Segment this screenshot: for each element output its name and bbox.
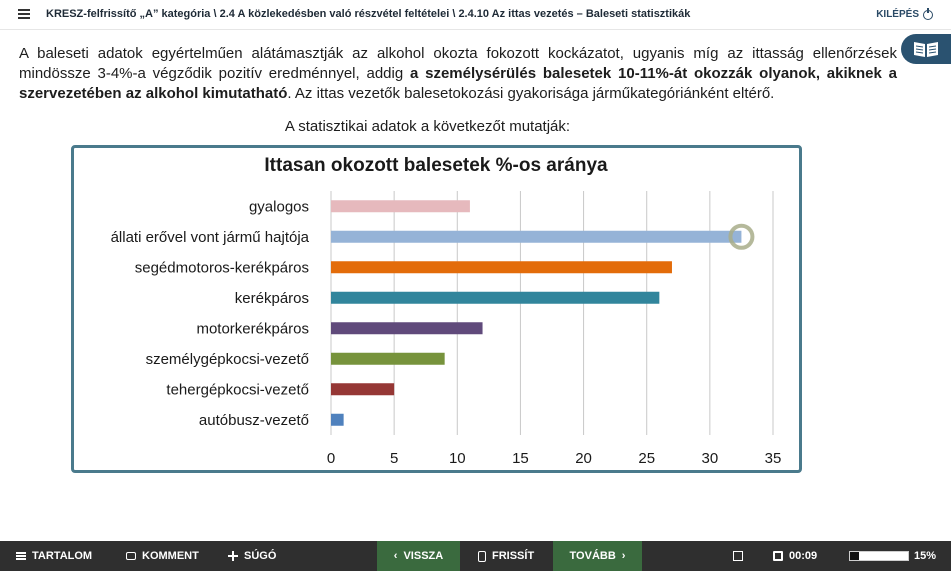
timer: [773, 541, 817, 571]
x-tick-label: 20: [575, 450, 592, 467]
help-button[interactable]: [228, 541, 276, 571]
bar: [331, 292, 659, 304]
comment-icon: [126, 552, 136, 560]
next-label: TOVÁBB: [569, 550, 616, 562]
intro-text-1: A baleseti adatok egyértelműen alátámasztják az alkohol okozta fokozott kockázatot, ugyanis míg az ittasság ellenőrzések mindössze 3-4%-a végződik pozitív eredménnyel, addig: [19, 45, 897, 82]
exit-button[interactable]: [876, 9, 933, 20]
refresh-label: FRISSÍT: [492, 550, 535, 562]
bar: [331, 353, 445, 365]
alert-icon: [733, 551, 743, 561]
category-label: állati erővel vont jármű hajtója: [110, 228, 309, 246]
back-label: VISSZA: [403, 550, 444, 562]
x-tick-label: 25: [638, 450, 656, 467]
bar: [331, 261, 672, 273]
menu-icon[interactable]: [18, 9, 30, 20]
comment-button[interactable]: [126, 541, 199, 571]
intro-text-bold: a személysérülés balesetek 10-11%-át okozzák olyanok, akiknek a szervezetében az alkohol kimutatható: [19, 65, 897, 102]
intro-text-2: . Az ittas vezetők balesetokozási gyakorisága járműkategóriánként eltérő.: [287, 85, 775, 102]
chart-container: [71, 145, 802, 473]
progress-text: 15%: [914, 550, 937, 562]
refresh-button[interactable]: [478, 541, 534, 571]
book-icon: [912, 39, 940, 59]
bar-chart: [74, 148, 799, 470]
top-bar: [0, 0, 951, 30]
chart-title: Ittasan okozott balesetek %-os aránya: [264, 155, 608, 176]
bar: [331, 200, 470, 212]
x-tick-label: 30: [701, 450, 719, 467]
x-tick-label: 5: [389, 450, 399, 467]
progress-bar: [849, 551, 909, 561]
category-label: személygépkocsi-vezető: [145, 350, 309, 368]
book-button[interactable]: [901, 34, 951, 64]
category-label: segédmotoros-kerékpáros: [134, 259, 309, 277]
bar: [331, 322, 483, 334]
list-icon: [16, 552, 26, 560]
category-label: kerékpáros: [234, 289, 309, 307]
timer-value: 00:09: [789, 550, 818, 562]
category-label: motorkerékpáros: [196, 320, 309, 338]
bottom-bar: [0, 541, 951, 571]
chevron-right-icon: ›: [621, 550, 626, 562]
refresh-icon: [478, 551, 486, 562]
category-label: autóbusz-vezető: [198, 411, 309, 429]
category-label: tehergépkocsi-vezető: [166, 381, 309, 399]
x-tick-label: 10: [448, 450, 466, 467]
toc-label: TARTALOM: [32, 550, 93, 562]
x-tick-label: 0: [326, 450, 336, 467]
exit-label: KILÉPÉS: [876, 9, 919, 20]
intro-paragraph: [19, 44, 897, 104]
bar: [331, 231, 741, 243]
clock-icon: [773, 551, 783, 561]
x-tick-label: 15: [512, 450, 529, 467]
category-label: gyalogos: [248, 198, 309, 216]
x-tick-label: 35: [764, 450, 782, 467]
toc-button[interactable]: [16, 541, 92, 571]
progress-fill: [850, 552, 859, 560]
notice-button[interactable]: [733, 541, 743, 571]
plus-icon: [228, 551, 238, 561]
progress-percent: [914, 541, 936, 571]
power-icon: [923, 10, 933, 20]
subline-text: A statisztikai adatok a következőt mutatják:: [284, 118, 571, 135]
next-button[interactable]: [553, 541, 642, 571]
back-button[interactable]: [377, 541, 460, 571]
bar: [331, 414, 344, 426]
help-label: SÚGÓ: [244, 550, 277, 562]
comment-label: KOMMENT: [142, 550, 199, 562]
bar: [331, 383, 394, 395]
breadcrumb: KRESZ-felfrissítő „A” kategória \ 2.4 A közlekedésben való részvétel feltételei \ 2.4.10 Az ittas vezetés – Baleseti statisztikák: [46, 8, 691, 20]
chevron-left-icon: ‹: [393, 550, 398, 562]
